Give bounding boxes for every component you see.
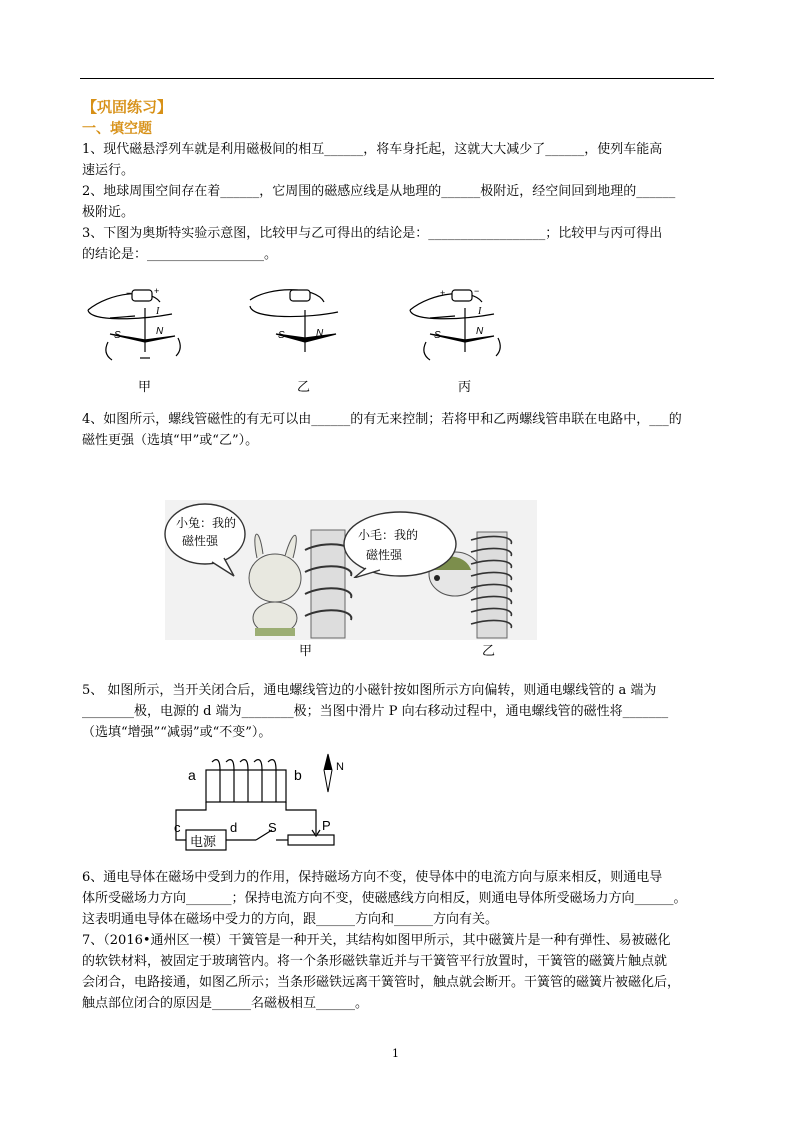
mao-bubble-line1: 小毛：我的	[358, 528, 419, 542]
circuit-p-label: P	[322, 818, 331, 833]
jia-n-label: N	[156, 326, 164, 337]
header-rule	[80, 78, 714, 79]
circuit-figure	[168, 752, 358, 852]
oersted-caption-jia: 甲	[138, 380, 152, 395]
jia-minus-label: −	[126, 288, 132, 298]
circuit-b-label: b	[294, 767, 302, 783]
oersted-caption-yi: 乙	[297, 380, 311, 395]
page-number: 1	[392, 1047, 399, 1060]
oersted-panel-jia	[88, 290, 180, 360]
bing-minus-label: −	[474, 286, 480, 296]
q5-line1: 5、 如图所示，当开关闭合后，通电螺线管边的小磁针按如图所示方向偏转，则通电螺线管的 a 端为	[82, 683, 657, 698]
q4-line1: 4、如图所示，螺线管磁性的有无可以由______的有无来控制；若将甲和乙两螺线管串联在电路中，___的	[82, 412, 682, 427]
rabbit-bubble-line2: 磁性强	[182, 534, 219, 548]
cartoon-caption-jia: 甲	[299, 644, 313, 659]
bing-n-label: N	[476, 326, 484, 337]
q4-line2: 磁性更强（选填“甲”或“乙”）。	[82, 433, 259, 448]
q5-line2: ________极，电源的 d 端为________极；当图中滑片 P 向右移动过程中，通电螺线管的磁性将_______	[82, 704, 669, 719]
q1-line2: 速运行。	[82, 163, 135, 178]
q6-line2: 体所受磁场力方向_______；保持电流方向不变，使磁感线方向相反，则通电导体所受磁场力方向______。	[82, 891, 687, 906]
q7-line3: 会闭合，电路接通，如图乙所示；当条形磁铁远离干簧管时，触点就会断开。干簧管的磁簧片被磁化后，	[82, 975, 681, 990]
bing-current-label: I	[478, 306, 482, 317]
circuit-s-label: S	[268, 820, 277, 835]
q5-line3: （选填“增强”“减弱”或“不变”）。	[82, 725, 272, 740]
oersted-panel-yi	[250, 290, 338, 352]
rabbit-bubble-line1: 小兔：我的	[176, 516, 237, 530]
power-source-label: 电源	[190, 834, 217, 849]
oersted-panel-bing	[410, 290, 500, 360]
q2-line2: 极附近。	[82, 205, 135, 220]
bing-s-label: S	[434, 330, 441, 341]
section-label: 【巩固练习】	[82, 98, 173, 116]
q7-line4: 触点部位闭合的原因是______名磁极相互______。	[82, 996, 369, 1011]
yi-s-label: S	[278, 330, 285, 341]
mao-bubble-line2: 磁性强	[366, 548, 403, 562]
yi-n-label: N	[316, 328, 324, 339]
q6-line1: 6、通电导体在磁场中受到力的作用，保持磁场方向不变，使导体中的电流方向与原来相反，则通电导	[82, 870, 663, 885]
circuit-d-label: d	[230, 820, 238, 835]
oersted-caption-bing: 丙	[458, 380, 472, 395]
q3-line2: 的结论是：__________________。	[82, 247, 278, 262]
circuit-a-label: a	[188, 767, 196, 783]
oersted-figure	[80, 280, 520, 370]
q7-line1: 7、（2016•通州区一模）干簧管是一种开关，其结构如图甲所示，其中磁簧片是一种有弹性、易被磁化	[82, 933, 671, 948]
q6-line3: 这表明通电导体在磁场中受力的方向，跟______方向和______方向有关。	[82, 912, 499, 927]
q1-line1: 1、现代磁悬浮列车就是利用磁极间的相互______，将车身托起，这就大大减少了______，使列车能高	[82, 142, 663, 157]
cartoon-caption-yi: 乙	[482, 644, 496, 659]
q3-line1: 3、下图为奥斯特实验示意图，比较甲与乙可得出的结论是：__________________；比较甲与丙可得出	[82, 226, 663, 241]
compass-n-label: N	[336, 761, 344, 773]
jia-current-label: I	[156, 306, 160, 317]
jia-plus-label: +	[154, 286, 160, 296]
subsection-label: 一、填空题	[82, 121, 152, 137]
jia-s-label: S	[114, 330, 121, 341]
q7-line2: 的软铁材料，被固定于玻璃管内。将一个条形磁铁靠近并与干簧管平行放置时，干簧管的磁簧片触点就	[82, 954, 668, 969]
bing-plus-label: +	[440, 288, 446, 298]
q2-line1: 2、地球周围空间存在着______，它周围的磁感应线是从地理的______极附近，经空间回到地理的______	[82, 184, 676, 199]
circuit-c-label: c	[174, 820, 181, 835]
